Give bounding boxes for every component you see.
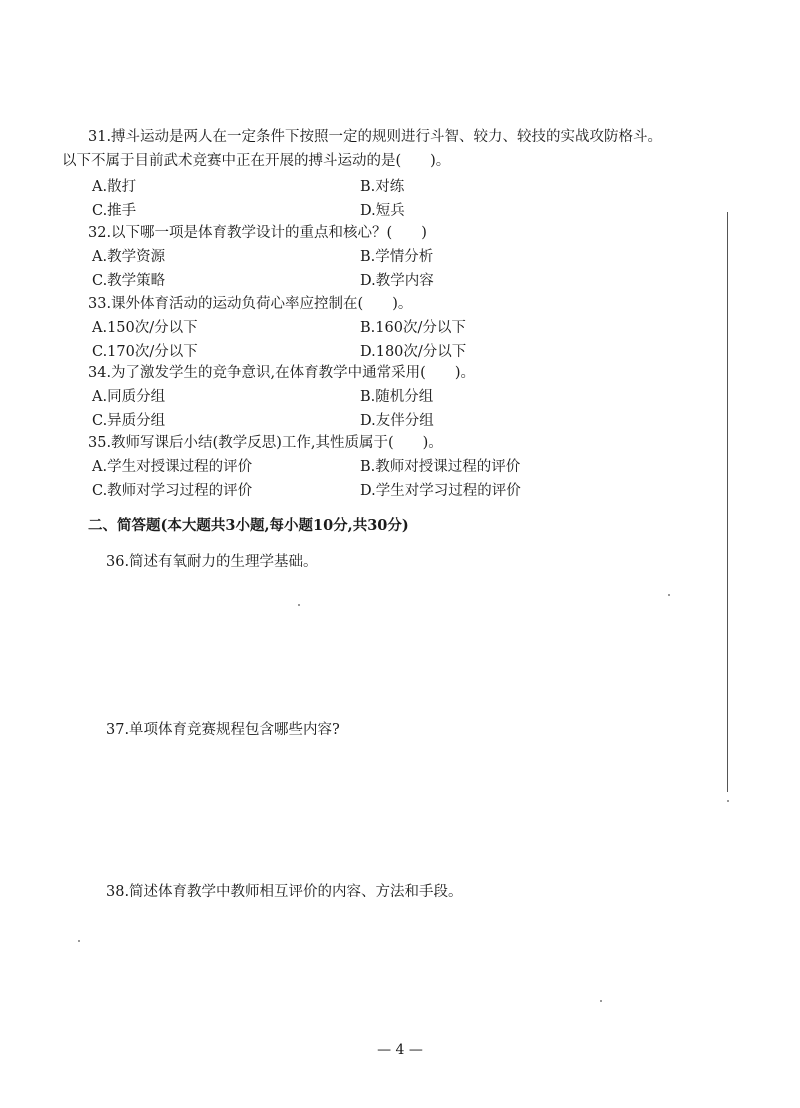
scan-speck bbox=[668, 594, 670, 596]
question-31-option-b: B.对练 bbox=[360, 179, 405, 195]
question-31-option-a: A.散打 bbox=[92, 179, 137, 195]
short-answer-36: 36.简述有氧耐力的生理学基础。 bbox=[106, 554, 318, 570]
question-34-option-b: B.随机分组 bbox=[360, 389, 434, 405]
question-33-stem: 33.课外体育活动的运动负荷心率应控制在( )。 bbox=[88, 296, 413, 312]
question-35-option-b: B.教师对授课过程的评价 bbox=[360, 459, 521, 475]
question-34-option-d: D.友伴分组 bbox=[360, 413, 434, 429]
question-33-option-d: D.180次/分以下 bbox=[360, 344, 467, 360]
question-35-stem: 35.教师写课后小结(教学反思)工作,其性质属于( )。 bbox=[88, 435, 443, 451]
short-answer-37: 37.单项体育竞赛规程包含哪些内容? bbox=[106, 722, 340, 738]
question-33-option-b: B.160次/分以下 bbox=[360, 320, 466, 336]
page-number: — 4 — bbox=[377, 1042, 423, 1058]
question-35-option-c: C.教师对学习过程的评价 bbox=[92, 483, 253, 499]
question-34-stem: 34.为了激发学生的竞争意识,在体育教学中通常采用( )。 bbox=[88, 365, 475, 381]
question-31-option-c: C.推手 bbox=[92, 203, 137, 219]
question-31-option-d: D.短兵 bbox=[360, 203, 405, 219]
question-34-option-a: A.同质分组 bbox=[92, 389, 166, 405]
question-31-stem: 31.搏斗运动是两人在一定条件下按照一定的规则进行斗智、较力、较技的实战攻防格斗。 bbox=[88, 129, 663, 145]
question-32-option-a: A.教学资源 bbox=[92, 249, 166, 265]
question-32-option-d: D.教学内容 bbox=[360, 273, 434, 289]
scan-speck bbox=[600, 1000, 602, 1002]
question-33-option-c: C.170次/分以下 bbox=[92, 344, 198, 360]
question-34-option-c: C.异质分组 bbox=[92, 413, 166, 429]
question-35-option-a: A.学生对授课过程的评价 bbox=[92, 459, 253, 475]
section-heading: 二、简答题(本大题共3小题,每小题10分,共30分) bbox=[88, 517, 409, 534]
question-32-stem: 32.以下哪一项是体育教学设计的重点和核心？( ) bbox=[88, 225, 427, 241]
scan-edge-line bbox=[727, 212, 728, 792]
scan-speck bbox=[727, 800, 729, 802]
question-31-stem-cont: 以下不属于目前武术竞赛中正在开展的搏斗运动的是( )。 bbox=[62, 153, 451, 169]
scan-speck bbox=[298, 604, 300, 606]
short-answer-38: 38.简述体育教学中教师相互评价的内容、方法和手段。 bbox=[106, 884, 463, 900]
question-32-option-c: C.教学策略 bbox=[92, 273, 166, 289]
question-32-option-b: B.学情分析 bbox=[360, 249, 434, 265]
scan-speck bbox=[78, 940, 80, 942]
question-33-option-a: A.150次/分以下 bbox=[92, 320, 198, 336]
question-35-option-d: D.学生对学习过程的评价 bbox=[360, 483, 521, 499]
